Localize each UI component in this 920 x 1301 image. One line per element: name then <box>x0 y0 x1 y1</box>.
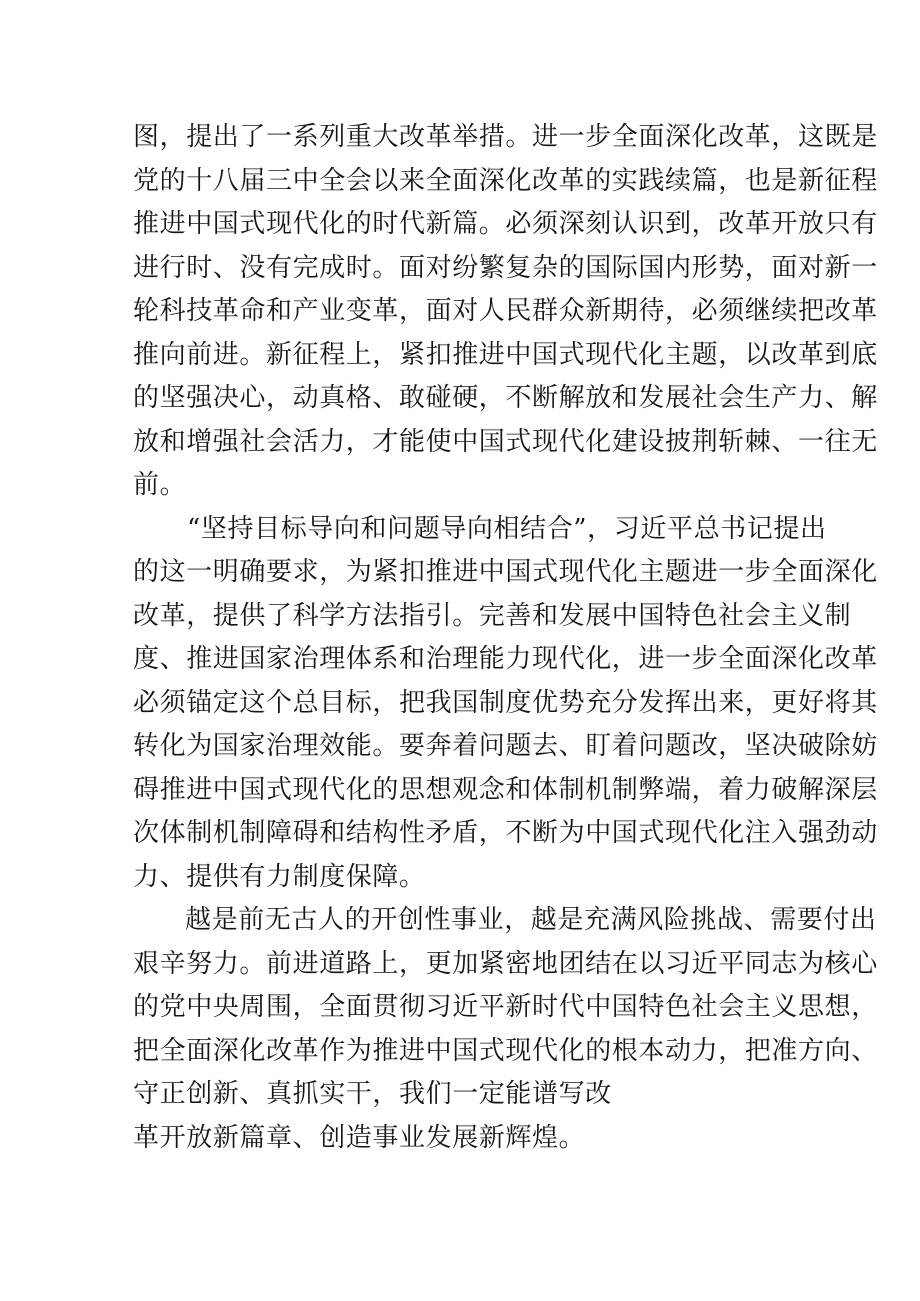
paragraph-1-line-6: 推向前进。新征程上，紧扣推进中国式现代化主题，以改革到底 <box>133 339 878 370</box>
paragraph-3-line-3: 的党中央周围，全面贯彻习近平新时代中国特色社会主义思想， <box>133 992 878 1022</box>
paragraph-1-line-3: 推进中国式现代化的时代新篇。必须深刻认识到，改革开放只有 <box>133 209 878 239</box>
paragraph-2-line-2: 的这一明确要求，为紧扣推进中国式现代化主题进一步全面深化 <box>133 557 878 587</box>
paragraph-1-line-1: 图，提出了一系列重大改革举措。进一步全面深化改革，这既是 <box>133 122 878 152</box>
paragraph-3-line-1: 越是前无古人的开创性事业，越是充满风险挑战、需要付出 <box>185 905 877 935</box>
paragraph-2-line-5: 必须锚定这个总目标，把我国制度优势充分发挥出来，更好将其 <box>133 687 878 718</box>
paragraph-2-line-8: 次体制机制障碍和结构性矛盾，不断为中国式现代化注入强劲动 <box>133 818 878 848</box>
paragraph-1-line-8: 放和增强社会活力，才能使中国式现代化建设披荆斩棘、一往无 <box>133 426 878 457</box>
paragraph-2-line-3: 改革，提供了科学方法指引。完善和发展中国特色社会主义制 <box>133 600 852 631</box>
paragraph-2-line-1: “坚持目标导向和问题导向相结合”，习近平总书记提出 <box>187 513 827 544</box>
paragraph-1-line-4: 进行时、没有完成时。面对纷繁复杂的国际国内形势，面对新一 <box>133 252 878 283</box>
paragraph-3-line-2: 艰辛努力。前进道路上，更加紧密地团结在以习近平同志为核心 <box>133 948 878 979</box>
paragraph-1-line-2: 党的十八届三中全会以来全面深化改革的实践续篇，也是新征程 <box>133 165 878 196</box>
paragraph-2-line-6: 转化为国家治理效能。要奔着问题去、盯着问题改，坚决破除妨 <box>133 731 878 761</box>
paragraph-1-line-7: 的坚强决心，动真格、敢碰硬，不断解放和发展社会生产力、解 <box>133 383 878 413</box>
paragraph-3-line-5: 守正创新、真抓实干，我们一定能谱写改 <box>133 1079 612 1109</box>
paragraph-2-line-4: 度、推进国家治理体系和治理能力现代化，进一步全面深化改革 <box>133 644 878 674</box>
paragraph-3-line-6: 革开放新篇章、创造事业发展新辉煌。 <box>133 1122 586 1153</box>
paragraph-2-line-7: 碍推进中国式现代化的思想观念和体制机制弊端，着力破解深层 <box>133 774 878 805</box>
paragraph-1-line-5: 轮科技革命和产业变革，面对人民群众新期待，必须继续把改革 <box>133 296 878 326</box>
article-body <box>133 116 878 1160</box>
paragraph-2-line-9: 力、提供有力制度保障。 <box>133 861 426 892</box>
paragraph-1-line-9: 前。 <box>133 470 187 500</box>
paragraph-3-line-4: 把全面深化改革作为推进中国式现代化的根本动力，把准方向、 <box>133 1035 878 1066</box>
